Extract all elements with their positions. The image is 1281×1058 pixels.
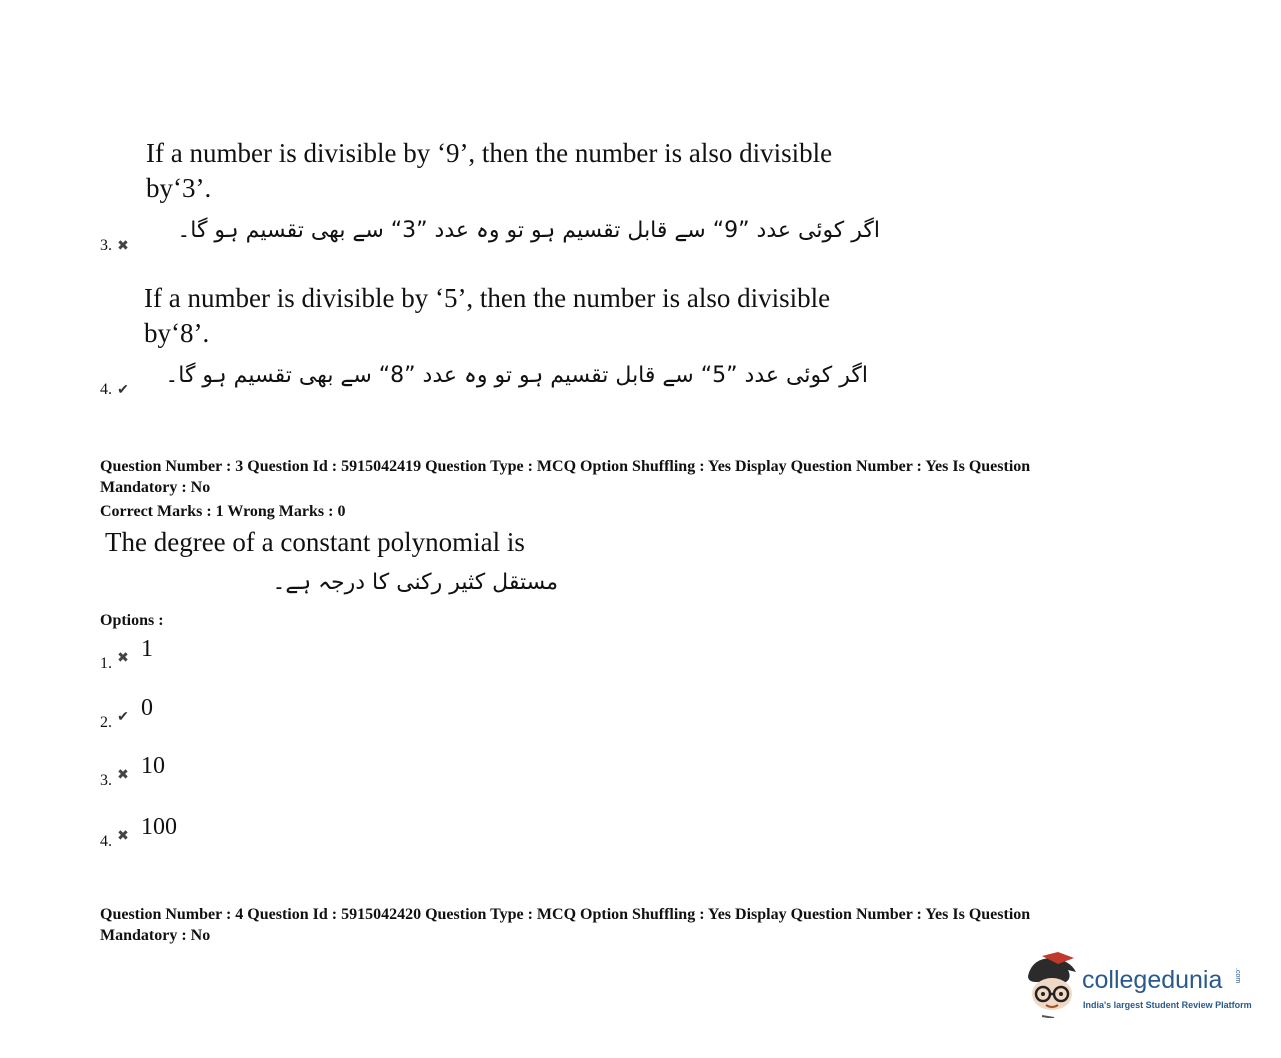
- check-icon: ✔: [117, 710, 129, 725]
- question-4-meta: [100, 904, 1170, 946]
- answer-option-4: [100, 814, 177, 850]
- option-value: 100: [141, 814, 177, 840]
- question-3-meta: [100, 456, 1170, 498]
- answer-option-3: [100, 753, 165, 789]
- option-value: 0: [141, 695, 153, 721]
- option-number: 1.: [100, 655, 112, 672]
- meta-line-1: Question Number : 4 Question Id : 5915042420 Question Type : MCQ Option Shuffling : Yes Display Question Number : Yes Is Question: [100, 906, 1031, 923]
- option-4-english-line2: by‘8’.: [144, 318, 210, 348]
- option-number: 3.: [100, 237, 112, 254]
- answer-option-1: [100, 636, 153, 672]
- option-value: 10: [141, 753, 165, 779]
- meta-line-2: Mandatory : No: [100, 479, 211, 496]
- mascot-icon: [1022, 952, 1082, 1018]
- cross-icon: ✖: [117, 768, 129, 783]
- check-icon: ✔: [117, 383, 129, 398]
- question-3-marks: Correct Marks : 1 Wrong Marks : 0: [100, 503, 346, 520]
- cross-icon: ✖: [117, 651, 129, 666]
- option-3-english-line1: If a number is divisible by ‘9’, then the number is also divisible: [146, 138, 833, 168]
- meta-line-2: Mandatory : No: [100, 927, 211, 944]
- logo-suffix: .com: [1234, 968, 1241, 984]
- option-number: 4.: [100, 833, 112, 850]
- option-number: 4.: [100, 381, 112, 398]
- logo-name: collegedunia: [1082, 966, 1223, 994]
- option-number: 3.: [100, 772, 112, 789]
- option-3-english-line2: by‘3’.: [146, 173, 212, 203]
- cross-icon: ✖: [117, 829, 129, 844]
- option-value: 1: [141, 636, 153, 662]
- logo-tagline: India's largest Student Review Platform: [1083, 1000, 1252, 1010]
- question-3-text-urdu: مستقل کثیر رکنی کا درجہ ہے۔: [272, 570, 558, 595]
- question-3-text-english: The degree of a constant polynomial is: [105, 527, 525, 557]
- option-number: 2.: [100, 714, 112, 731]
- option-4-urdu: اگر کوئی عدد ”5“ سے قابل تقسیم ہو تو وہ عدد ”8“ سے بھی تقسیم ہو گا۔: [165, 363, 868, 388]
- cross-icon: ✖: [117, 239, 129, 254]
- option-4-label: [100, 381, 131, 399]
- collegedunia-logo: [1022, 952, 1252, 1022]
- options-label: Options :: [100, 612, 164, 629]
- meta-line-1: Question Number : 3 Question Id : 5915042419 Question Type : MCQ Option Shuffling : Yes Display Question Number : Yes Is Question: [100, 458, 1031, 475]
- option-4-english-line1: If a number is divisible by ‘5’, then the number is also divisible: [144, 283, 831, 313]
- option-3-label: [100, 237, 131, 255]
- option-3-urdu: اگر کوئی عدد ”9“ سے قابل تقسیم ہو تو وہ عدد ”3“ سے بھی تقسیم ہو گا۔: [177, 218, 880, 243]
- answer-option-2: [100, 695, 153, 731]
